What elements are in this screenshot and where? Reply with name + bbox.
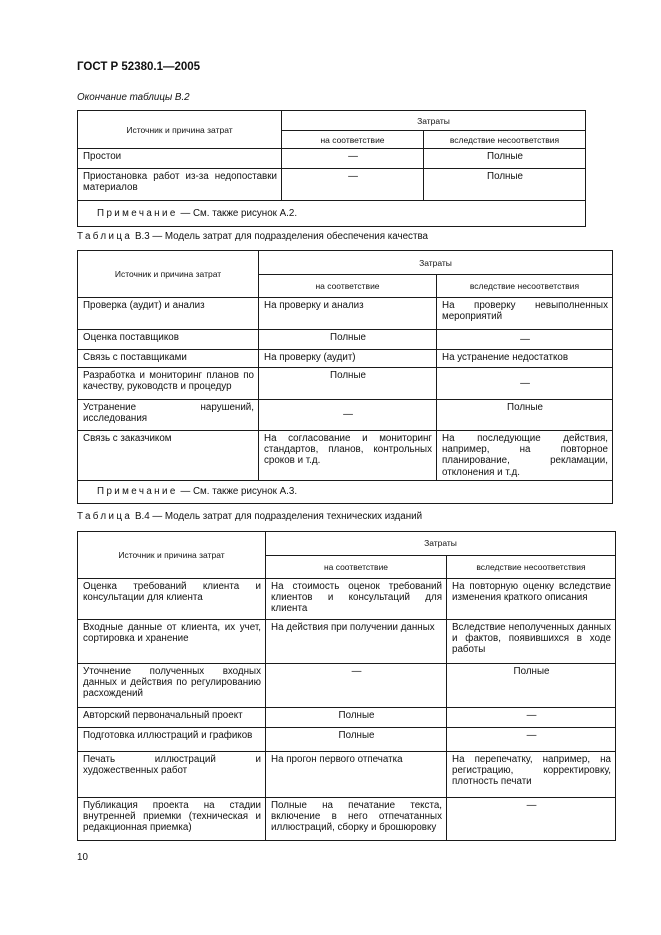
table-b2-caption: Окончание таблицы В.2 (77, 92, 190, 103)
conformity-cost-cell: Полные на печатание текста, включение в него отпечатанных иллюстраций, сборку и брошюровку (266, 797, 447, 840)
table-b4-caption (77, 511, 617, 523)
source-cell: Простои (78, 149, 282, 169)
nonconformity-cost-cell: Полные (424, 169, 586, 201)
table-row (78, 350, 613, 368)
conformity-cost-cell: Полные (259, 330, 437, 350)
costs-header: Затраты (282, 111, 586, 131)
table-row (78, 727, 616, 751)
conformity-cost-cell: На проверку и анализ (259, 298, 437, 330)
nonconformity-cost-cell: На повторную оценку вследствие изменения краткого описания (447, 578, 616, 619)
nonconformity-header: вследствие несоответствия (447, 555, 616, 578)
standard-code: ГОСТ Р 52380.1—2005 (77, 61, 201, 73)
nonconformity-cost-cell: — (447, 727, 616, 751)
nonconformity-cost-cell: — (447, 797, 616, 840)
conformity-cost-cell: Полные (266, 727, 447, 751)
conformity-cost-cell: — (266, 663, 447, 707)
nonconformity-header: вследствие несоответствия (437, 275, 613, 298)
table-row (78, 298, 613, 330)
note-text: — См. также рисунок А.2. (180, 207, 298, 219)
table-row (78, 149, 586, 169)
table-note-row (78, 201, 586, 227)
table-b3-caption (77, 231, 617, 243)
document-page (77, 60, 617, 864)
caption-label: Таблица (77, 231, 133, 242)
conformity-cost-cell: — (259, 400, 437, 431)
source-cell: Уточнение полученных входных данных и действия по регулированию расхождений (78, 663, 266, 707)
page-number: 10 (77, 851, 88, 863)
table-header-row (78, 111, 586, 131)
costs-header: Затраты (266, 531, 616, 555)
source-cell: Подготовка иллюстраций и графиков (78, 727, 266, 751)
conformity-cost-cell: Полные (266, 707, 447, 727)
table-b2 (77, 110, 586, 227)
caption-text: В.4 — Модель затрат для подразделения технических изданий (134, 510, 423, 522)
table-note-row (78, 480, 613, 503)
table-b3 (77, 250, 613, 504)
conformity-header: на соответствие (259, 275, 437, 298)
source-cell: Устранение нарушений, исследования (78, 400, 259, 431)
nonconformity-header: вследствие несоответствия (424, 131, 586, 149)
source-header: Источник и причина затрат (78, 251, 259, 298)
costs-header: Затраты (259, 251, 613, 275)
table-row (78, 751, 616, 797)
nonconformity-cost-cell: На перепечатку, например, на регистрацию, корректировку, плотность печати (447, 751, 616, 797)
conformity-cost-cell: На стоимость оценок требований клиентов и консультаций для клиента (266, 578, 447, 619)
nonconformity-cost-cell: Вследствие неполученных данных и фактов, появившихся в ходе работы (447, 619, 616, 663)
nonconformity-cost-cell: Полные (447, 663, 616, 707)
table-row (78, 619, 616, 663)
source-header: Источник и причина затрат (78, 111, 282, 149)
nonconformity-cost-cell: На последующие действия, например, на повторное планирование, рекламации, отклонения и т.д. (437, 431, 613, 481)
note-label: Примечание (97, 486, 178, 498)
source-cell: Приостановка работ из-за недопоставки материалов (78, 169, 282, 201)
source-cell: Авторский первоначальный проект (78, 707, 266, 727)
conformity-cost-cell: На прогон первого отпечатка (266, 751, 447, 797)
table-header-row (78, 531, 616, 555)
table-header-row (78, 251, 613, 275)
conformity-header: на соответствие (282, 131, 424, 149)
nonconformity-cost-cell: — (437, 368, 613, 400)
conformity-cost-cell: На проверку (аудит) (259, 350, 437, 368)
table-row (78, 578, 616, 619)
source-header: Источник и причина затрат (78, 531, 266, 578)
source-cell: Публикация проекта на стадии внутренней приемки (техническая и редакционная приемка) (78, 797, 266, 840)
nonconformity-cost-cell: На проверку невыполненных мероприятий (437, 298, 613, 330)
table-row (78, 368, 613, 400)
conformity-cost-cell: — (282, 169, 424, 201)
source-cell: Входные данные от клиента, их учет, сортировка и хранение (78, 619, 266, 663)
table-row (78, 707, 616, 727)
conformity-cost-cell: На согласование и мониторинг стандартов, планов, контрольных сроков и т.д. (259, 431, 437, 481)
conformity-cost-cell: На действия при получении данных (266, 619, 447, 663)
conformity-cost-cell: — (282, 149, 424, 169)
source-cell: Разработка и мониторинг планов по качеству, руководств и процедур (78, 368, 259, 400)
source-cell: Печать иллюстраций и художественных работ (78, 751, 266, 797)
nonconformity-cost-cell: Полные (437, 400, 613, 431)
table-row (78, 663, 616, 707)
source-cell: Оценка поставщиков (78, 330, 259, 350)
conformity-header: на соответствие (266, 555, 447, 578)
caption-text: В.3 — Модель затрат для подразделения обеспечения качества (134, 231, 428, 242)
table-row (78, 400, 613, 431)
nonconformity-cost-cell: Полные (424, 149, 586, 169)
nonconformity-cost-cell: — (447, 707, 616, 727)
table-note (78, 480, 613, 503)
source-cell: Связь с заказчиком (78, 431, 259, 481)
table-note (78, 201, 586, 227)
table-b4 (77, 531, 616, 841)
source-cell: Связь с поставщиками (78, 350, 259, 368)
table-row (78, 330, 613, 350)
caption-label: Таблица (77, 510, 133, 522)
source-cell: Проверка (аудит) и анализ (78, 298, 259, 330)
source-cell: Оценка требований клиента и консультации для клиента (78, 578, 266, 619)
table-row (78, 169, 586, 201)
note-label: Примечание (97, 207, 178, 219)
nonconformity-cost-cell: — (437, 330, 613, 350)
nonconformity-cost-cell: На устранение недостатков (437, 350, 613, 368)
table-row (78, 797, 616, 840)
table-row (78, 431, 613, 481)
conformity-cost-cell: Полные (259, 368, 437, 400)
note-text: — См. также рисунок А.3. (180, 486, 298, 498)
